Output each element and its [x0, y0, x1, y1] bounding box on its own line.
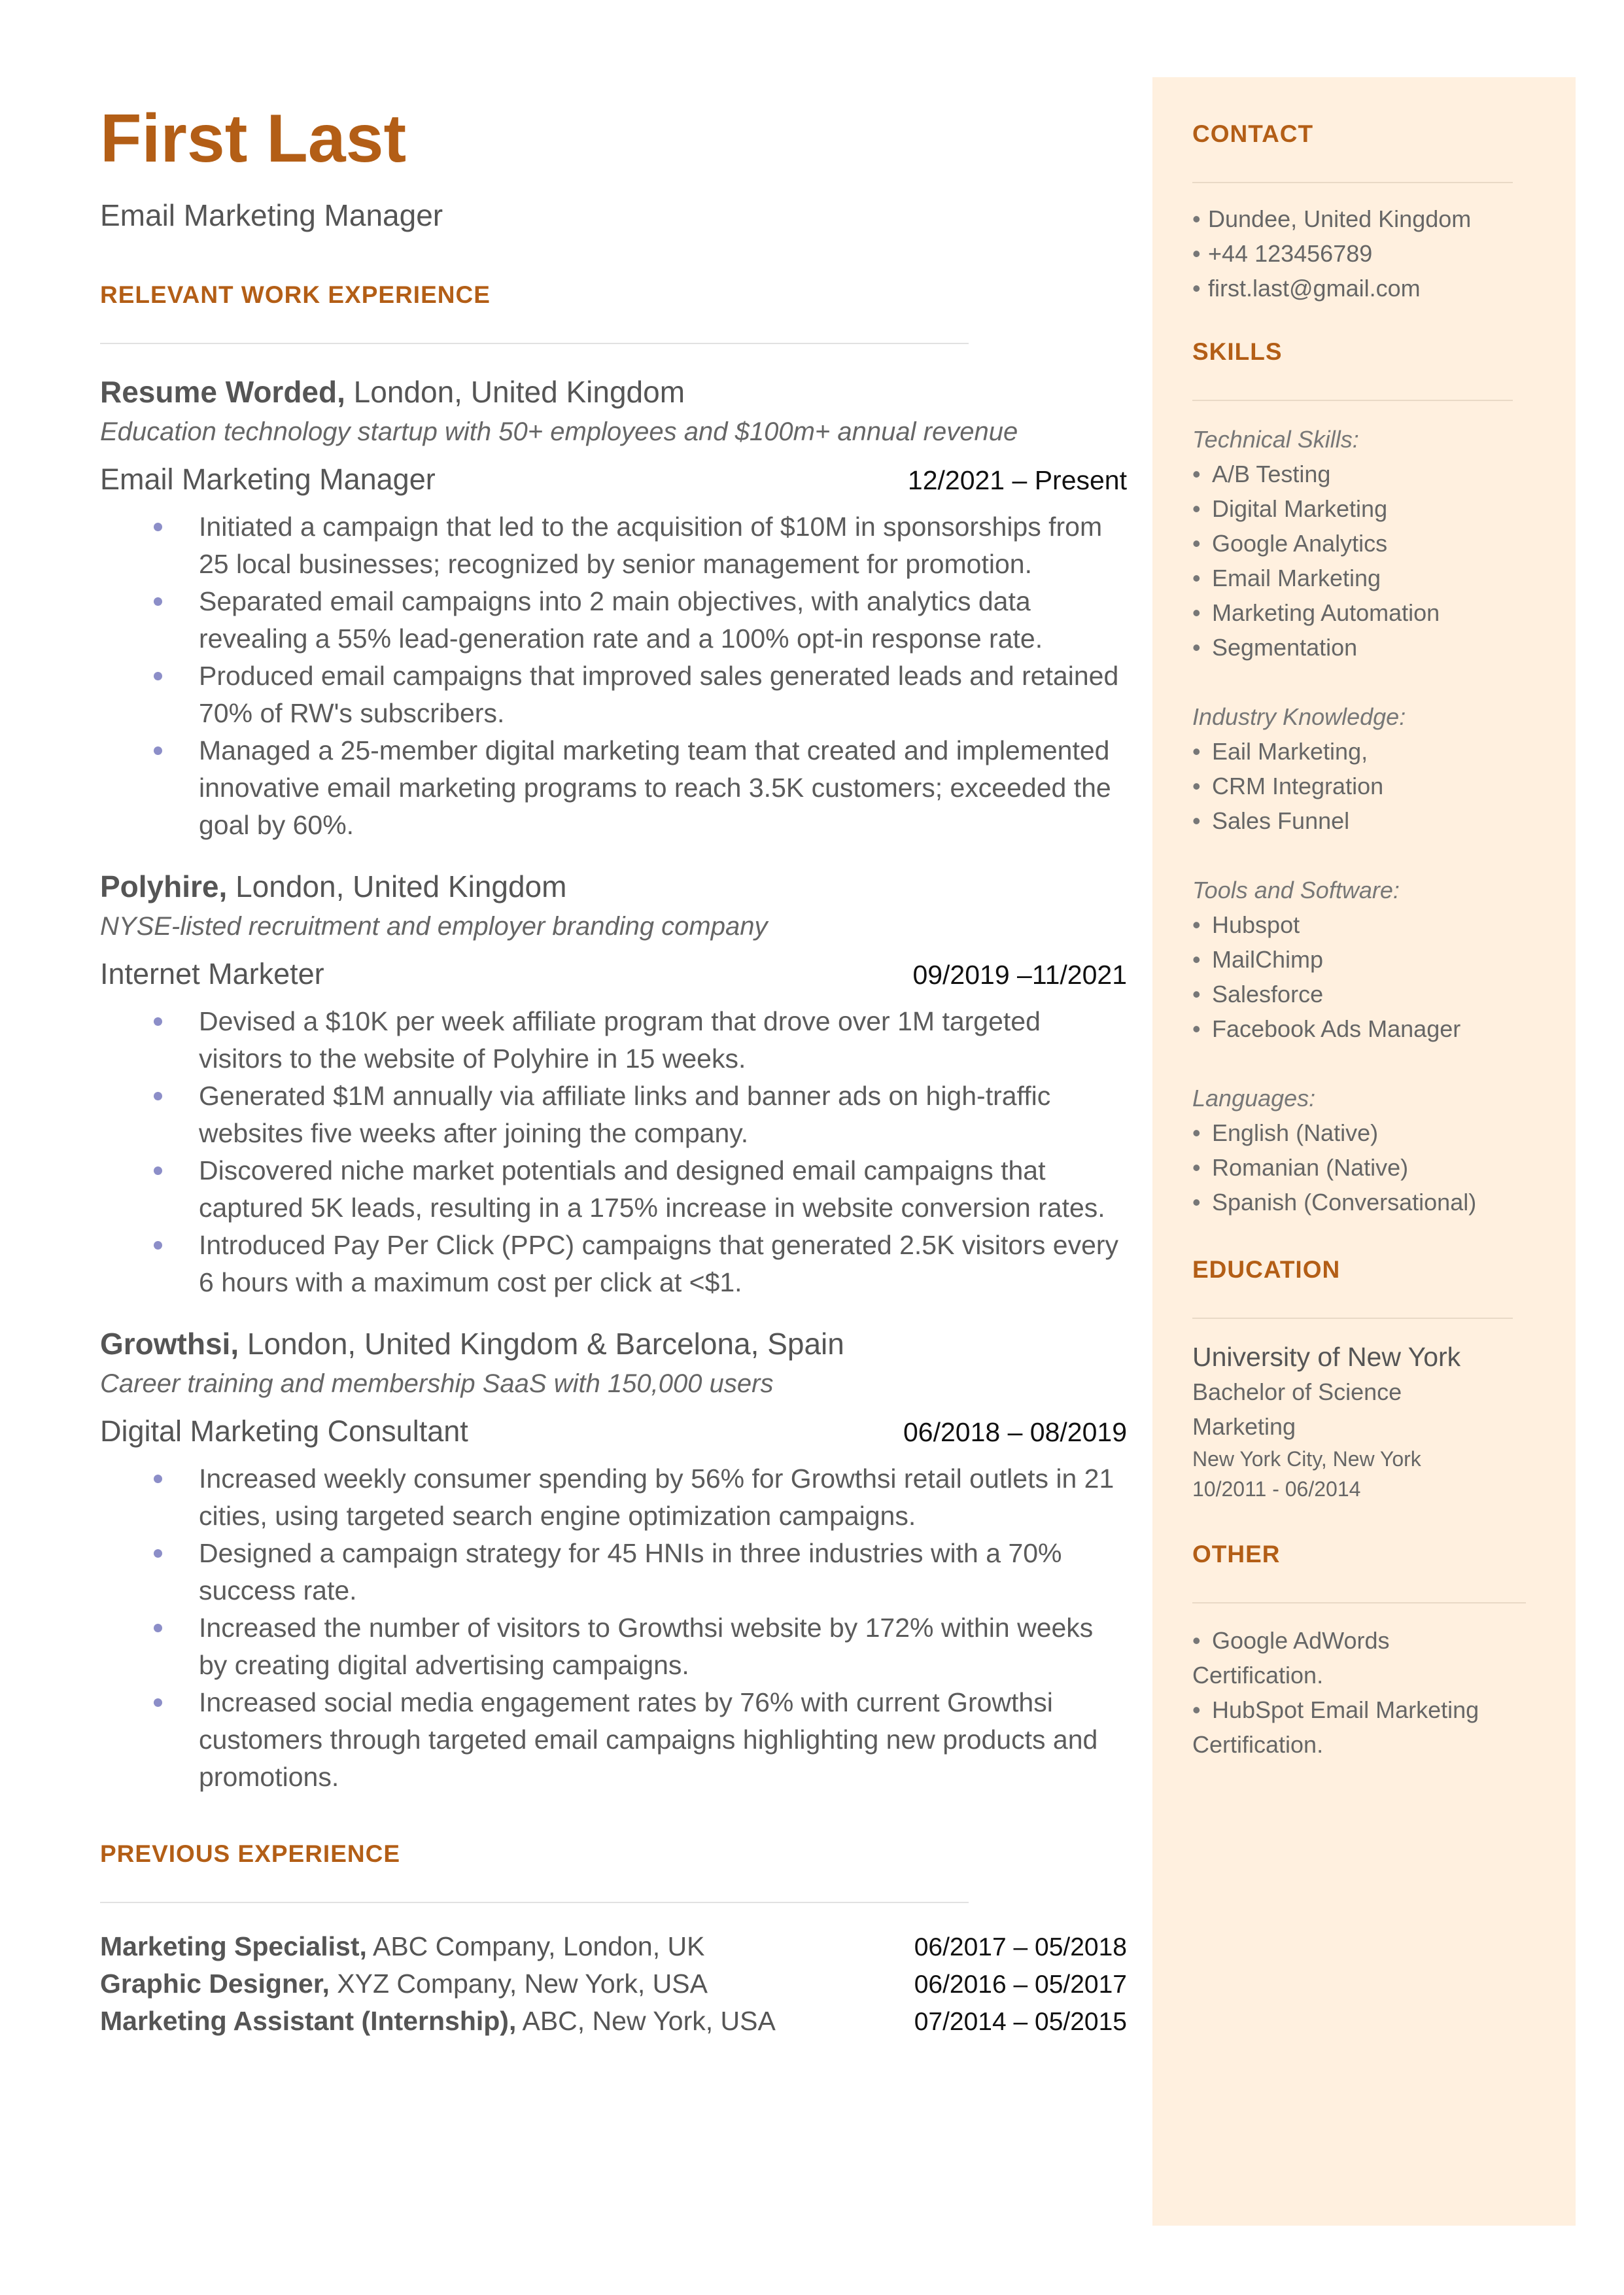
section-title-education: EDUCATION: [1192, 1256, 1341, 1283]
company-line: [100, 377, 1127, 407]
previous-role-org: XYZ Company, New York, USA: [329, 1969, 708, 1999]
divider: [100, 1902, 969, 1903]
contact-value[interactable]: first.last@gmail.com: [1208, 275, 1421, 302]
other-text: Google AdWords: [1212, 1627, 1390, 1654]
bullet-icon: •: [1192, 530, 1201, 557]
skill-text: Email Marketing: [1212, 565, 1381, 591]
contact-value: +44 123456789: [1208, 240, 1373, 267]
bullet-icon: •: [1192, 1627, 1201, 1654]
skill-item: [1192, 734, 1559, 769]
company-name: Growthsi,: [100, 1327, 239, 1361]
divider: [100, 343, 969, 344]
skill-item: [1192, 907, 1559, 942]
section-title-work: RELEVANT WORK EXPERIENCE: [100, 281, 491, 308]
skill-text: Marketing Automation: [1212, 599, 1440, 626]
skill-group-label: Technical Skills:: [1192, 426, 1359, 453]
company-line: [100, 1329, 1127, 1359]
previous-role-row: [100, 1965, 1127, 2003]
company-description: Career training and membership SaaS with 150,000 users: [100, 1369, 774, 1398]
company-description: NYSE-listed recruitment and employer branding company: [100, 912, 768, 941]
skill-text: CRM Integration: [1212, 773, 1384, 799]
section-title-skills: SKILLS: [1192, 338, 1283, 365]
previous-role-dates: 06/2017 – 05/2018: [914, 1933, 1127, 1961]
skill-text: Facebook Ads Manager: [1212, 1015, 1461, 1042]
achievement-item: Discovered niche market potentials and designed email campaigns that captured 5K leads, resulting in a 175% increase in website conversion rates.: [100, 1152, 1127, 1227]
role-dates: 12/2021 – Present: [907, 465, 1127, 495]
bullet-icon: •: [1192, 1119, 1201, 1146]
previous-role-org: ABC Company, London, UK: [366, 1931, 705, 1961]
skill-text: Hubspot: [1212, 911, 1300, 938]
achievement-item: Devised a $10K per week affiliate program that drove over 1M targeted visitors to the website of Polyhire in 15 weeks.: [100, 1003, 1127, 1077]
education-dates: 10/2011 - 06/2014: [1192, 1477, 1361, 1501]
skill-item: [1192, 561, 1559, 595]
achievement-list: [100, 1460, 1127, 1796]
bullet-icon: •: [1192, 1154, 1201, 1181]
previous-experience-list: [100, 1928, 1127, 2040]
candidate-name: First Last: [100, 101, 407, 177]
company-location: London, United Kingdom: [345, 375, 685, 409]
company-line: [100, 871, 1127, 902]
role-row: [100, 1416, 1127, 1446]
skill-item: [1192, 630, 1559, 665]
job-entry: [100, 871, 1127, 1301]
section-title-other: OTHER: [1192, 1541, 1281, 1568]
contact-value: Dundee, United Kingdom: [1208, 205, 1472, 232]
role-title: Email Marketing Manager: [100, 463, 436, 496]
other-item: [1192, 1692, 1559, 1762]
company-name: Resume Worded,: [100, 375, 345, 409]
contact-phone: [1192, 236, 1559, 271]
divider: [1192, 1602, 1526, 1603]
previous-role-row: [100, 2003, 1127, 2040]
company-location: London, United Kingdom & Barcelona, Spain: [239, 1327, 844, 1361]
education-major: Marketing: [1192, 1413, 1296, 1440]
achievement-item: Increased weekly consumer spending by 56% for Growthsi retail outlets in 21 cities, using targeted search engine optimization campaigns.: [100, 1460, 1127, 1535]
skill-text: Romanian (Native): [1212, 1154, 1409, 1181]
previous-role-title: Marketing Assistant (Internship),: [100, 2006, 517, 2036]
skill-group-label: Tools and Software:: [1192, 877, 1400, 903]
bullet-icon: •: [1192, 1696, 1201, 1723]
skill-group-label: Industry Knowledge:: [1192, 703, 1406, 730]
bullet-icon: •: [1192, 461, 1201, 487]
skill-item: [1192, 803, 1559, 838]
achievement-item: Increased social media engagement rates by 76% with current Growthsi customers through targeted email campaigns highlighting new products and promotions.: [100, 1684, 1127, 1796]
achievement-item: Initiated a campaign that led to the acquisition of $10M in sponsorships from 25 local businesses; recognized by senior management for promotion.: [100, 508, 1127, 583]
skill-item: [1192, 942, 1559, 977]
previous-role-org: ABC, New York, USA: [516, 2006, 776, 2036]
role-row: [100, 464, 1127, 494]
role-dates: 06/2018 – 08/2019: [903, 1417, 1127, 1447]
candidate-title: Email Marketing Manager: [100, 198, 443, 232]
skill-group: [1192, 873, 1559, 1046]
skill-item: [1192, 595, 1559, 630]
achievement-item: Separated email campaigns into 2 main objectives, with analytics data revealing a 55% lead-generation rate and a 100% opt-in response rate.: [100, 583, 1127, 657]
education-degree: Bachelor of Science: [1192, 1378, 1402, 1405]
skill-item: [1192, 1115, 1559, 1150]
bullet-icon: •: [1192, 911, 1201, 938]
achievement-item: Generated $1M annually via affiliate links and banner ads on high-traffic websites five weeks after joining the company.: [100, 1077, 1127, 1152]
skill-item: [1192, 769, 1559, 803]
bullet-icon: •: [1192, 495, 1201, 522]
previous-role-row: [100, 1928, 1127, 1965]
skill-text: Eail Marketing,: [1212, 738, 1368, 765]
job-entry: [100, 1329, 1127, 1796]
other-text-continued: Certification.: [1192, 1662, 1324, 1689]
section-title-previous: PREVIOUS EXPERIENCE: [100, 1840, 401, 1867]
bullet-icon: •: [1192, 1015, 1201, 1042]
role-dates: 09/2019 –11/2021: [912, 960, 1127, 990]
skill-item: [1192, 1011, 1559, 1046]
divider: [1192, 400, 1513, 401]
bullet-icon: •: [1192, 240, 1201, 267]
education-location: New York City, New York: [1192, 1447, 1421, 1471]
company-name: Polyhire,: [100, 869, 228, 903]
education-school: University of New York: [1192, 1342, 1461, 1372]
skill-item: [1192, 526, 1559, 561]
skill-item: [1192, 1150, 1559, 1185]
main-column: [100, 101, 1127, 2040]
previous-role-title: Marketing Specialist,: [100, 1931, 367, 1961]
contact-email[interactable]: [1192, 271, 1559, 306]
sidebar: [1152, 77, 1576, 2226]
section-title-contact: CONTACT: [1192, 120, 1314, 147]
skill-text: Salesforce: [1212, 981, 1324, 1007]
skill-group-label: Languages:: [1192, 1085, 1316, 1112]
bullet-icon: •: [1192, 807, 1201, 834]
skill-text: Spanish (Conversational): [1212, 1189, 1477, 1216]
divider: [1192, 182, 1513, 183]
previous-role-dates: 06/2016 – 05/2017: [914, 1971, 1127, 1999]
bullet-icon: •: [1192, 565, 1201, 591]
job-entry: [100, 377, 1127, 844]
bullet-icon: •: [1192, 773, 1201, 799]
skill-group: [1192, 699, 1559, 838]
other-text-continued: Certification.: [1192, 1731, 1324, 1758]
skill-item: [1192, 1185, 1559, 1219]
bullet-icon: •: [1192, 634, 1201, 661]
skill-text: Google Analytics: [1212, 530, 1388, 557]
skill-item: [1192, 457, 1559, 491]
bullet-icon: •: [1192, 599, 1201, 626]
contact-list: [1192, 201, 1559, 306]
bullet-icon: •: [1192, 946, 1201, 973]
previous-role-title: Graphic Designer,: [100, 1969, 330, 1999]
divider: [1192, 1318, 1513, 1319]
skill-group: [1192, 1081, 1559, 1219]
achievement-list: [100, 1003, 1127, 1301]
company-location: London, United Kingdom: [227, 869, 567, 903]
bullet-icon: •: [1192, 1189, 1201, 1216]
other-item: [1192, 1623, 1559, 1692]
skill-text: MailChimp: [1212, 946, 1324, 973]
skill-item: [1192, 977, 1559, 1011]
bullet-icon: •: [1192, 205, 1201, 232]
skill-text: Segmentation: [1212, 634, 1358, 661]
company-description: Education technology startup with 50+ employees and $100m+ annual revenue: [100, 417, 1018, 446]
education-entry: [1192, 1340, 1559, 1504]
bullet-icon: •: [1192, 738, 1201, 765]
other-text: HubSpot Email Marketing: [1212, 1696, 1479, 1723]
other-list: [1192, 1623, 1559, 1762]
skill-group: [1192, 422, 1559, 665]
skill-text: English (Native): [1212, 1119, 1379, 1146]
achievement-item: Produced email campaigns that improved sales generated leads and retained 70% of RW's subscribers.: [100, 657, 1127, 732]
achievement-item: Managed a 25-member digital marketing team that created and implemented innovative email marketing programs to reach 3.5K customers; exceeded the goal by 60%.: [100, 732, 1127, 844]
achievement-item: Increased the number of visitors to Growthsi website by 172% within weeks by creating digital advertising campaigns.: [100, 1609, 1127, 1684]
bullet-icon: •: [1192, 981, 1201, 1007]
achievement-item: Introduced Pay Per Click (PPC) campaigns that generated 2.5K visitors every 6 hours with a maximum cost per click at <$1.: [100, 1227, 1127, 1301]
previous-role-dates: 07/2014 – 05/2015: [914, 2008, 1127, 2036]
skill-text: Digital Marketing: [1212, 495, 1388, 522]
skill-text: Sales Funnel: [1212, 807, 1350, 834]
role-row: [100, 959, 1127, 989]
role-title: Internet Marketer: [100, 957, 324, 990]
skill-item: [1192, 491, 1559, 526]
role-title: Digital Marketing Consultant: [100, 1414, 468, 1448]
bullet-icon: •: [1192, 275, 1201, 302]
sidebar-content: [1192, 77, 1559, 1762]
achievement-item: Designed a campaign strategy for 45 HNIs in three industries with a 70% success rate.: [100, 1535, 1127, 1609]
contact-location: [1192, 201, 1559, 236]
skill-text: A/B Testing: [1212, 461, 1331, 487]
achievement-list: [100, 508, 1127, 844]
